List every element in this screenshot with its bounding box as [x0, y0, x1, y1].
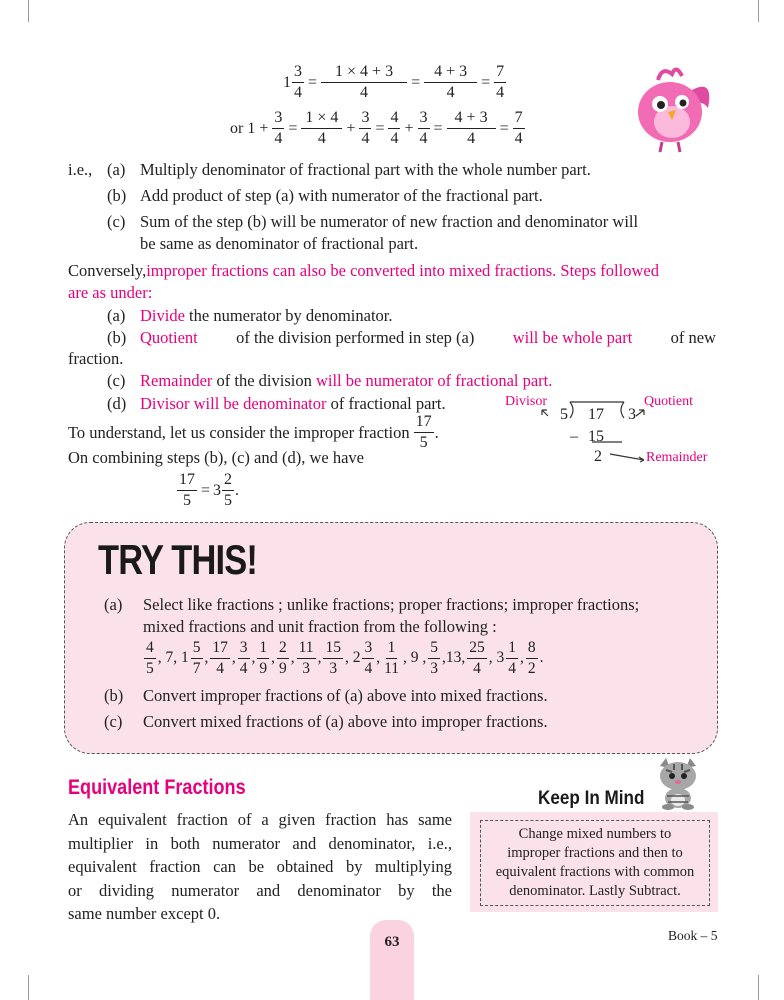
- fraction-list: [143, 640, 545, 676]
- list-separator: , 9 ,: [403, 649, 427, 666]
- remainder-value: 2: [594, 448, 602, 465]
- plus-sign: +: [404, 119, 414, 137]
- divisor-label: Divisor: [505, 394, 547, 409]
- step-label: (c): [107, 212, 126, 231]
- list-fraction: $\frac{1}{11}$: [384, 639, 399, 677]
- try-text: Convert mixed fractions of (a) above into improper fractions.: [143, 712, 548, 731]
- step-text: Multiply denominator of fractional part with the whole number part.: [140, 160, 591, 179]
- equals-sign: =: [411, 73, 421, 91]
- result-equation: $\frac{17}{5}$ = 3 $\frac{2}{5}$ .: [179, 471, 240, 509]
- list-fraction: $\frac{8}{2}$: [527, 639, 536, 677]
- try-this-title: TRY THIS!: [98, 536, 258, 583]
- subtract-value: 15: [588, 428, 604, 445]
- combine-line: On combining steps (b), (c) and (d), we have: [68, 448, 364, 467]
- try-label: (a): [104, 595, 123, 614]
- step-label: (d): [107, 394, 127, 413]
- list-fraction: $\frac{11}{3}$: [298, 639, 314, 677]
- list-separator: ,: [271, 649, 275, 666]
- list-fraction: $\frac{15}{3}$: [325, 639, 341, 677]
- understand-line: To understand, let us consider the improper fraction $\frac{17}{5}$ .: [68, 413, 439, 451]
- list-fraction: $\frac{5}{7}$: [192, 639, 201, 677]
- step-label: (b): [107, 186, 127, 205]
- list-separator: ,: [376, 649, 381, 666]
- lead-ie: i.e.,: [68, 160, 93, 179]
- step-text: fraction.: [68, 349, 124, 368]
- list-fraction: $\frac{3}{4}$: [239, 639, 248, 677]
- fraction: $\frac{3}{4}$: [274, 109, 283, 147]
- step-text: Add product of step (a) with numerator of the fractional part.: [140, 186, 543, 205]
- equals-sign: =: [375, 119, 385, 137]
- crop-mark: [758, 975, 759, 1000]
- fraction: $\frac{3}{4}$: [419, 109, 428, 147]
- try-text: Convert improper fractions of (a) above into mixed fractions.: [143, 686, 548, 705]
- list-fraction: $\frac{25}{4}$: [469, 639, 485, 677]
- page-tab: [370, 920, 414, 1000]
- equals-sign: =: [308, 73, 318, 91]
- page-number: 63: [384, 934, 400, 950]
- crop-mark: [28, 0, 29, 22]
- book-label: Book – 5: [668, 928, 718, 943]
- fraction: $\frac{3}{4}$: [361, 109, 370, 147]
- try-label: (c): [104, 712, 123, 731]
- list-separator: , 2: [344, 649, 361, 666]
- fraction: $\frac{1 \times 4}{4}$: [301, 110, 342, 147]
- list-separator: ,13,: [442, 649, 466, 666]
- equals-sign: =: [499, 119, 509, 137]
- list-separator: ,: [520, 649, 524, 666]
- prefix: or 1 +: [230, 119, 269, 137]
- list-separator: , 7, 1: [157, 649, 189, 666]
- math-line-1: [283, 64, 507, 101]
- list-separator: .: [539, 649, 544, 666]
- minus-sign: –: [570, 428, 578, 445]
- divisor-value: 5: [560, 406, 568, 423]
- remainder-label: Remainder: [646, 450, 708, 465]
- math-line-2: [230, 110, 526, 147]
- dividend-value: 17: [588, 406, 604, 423]
- step-label: (c): [107, 371, 126, 390]
- fraction: $\frac{4 + 3}{4}$: [447, 110, 496, 147]
- step-text: Remainder of the division will be numerator of fractional part.: [140, 371, 553, 390]
- quotient-label: Quotient: [644, 394, 693, 409]
- conversely-line-2: are as under:: [68, 283, 153, 302]
- list-fraction: $\frac{17}{4}$: [212, 639, 228, 677]
- step-label: (a): [107, 160, 126, 179]
- keep-in-mind-note: Change mixed numbers to improper fractions and then to equivalent fractions with common denominator. Lastly Subtract.: [480, 820, 710, 906]
- list-separator: ,: [317, 649, 322, 666]
- crop-mark: [758, 0, 759, 22]
- list-separator: ,: [204, 649, 209, 666]
- step-text: Sum of the step (b) will be numerator of new fraction and denominator will: [140, 212, 639, 231]
- fraction: $\frac{3}{4}$: [294, 63, 302, 101]
- fraction: $\frac{4 + 3}{4}$: [424, 64, 477, 101]
- step-text: Divide the numerator by denominator.: [140, 306, 393, 325]
- equivalent-paragraph: An equivalent fraction of a given fraction has same multiplier in both numerator and denominator, i.e., equivalent fraction can be obtained by multiplying or dividing numerator and denominator by the same number except 0.: [68, 810, 452, 923]
- step-text: Quotient of the division performed in step (a) will be whole part of new: [140, 328, 716, 347]
- plus-sign: +: [346, 119, 356, 137]
- bird-illustration: [622, 60, 722, 156]
- step-label: (a): [107, 306, 126, 325]
- equals-sign: =: [288, 119, 298, 137]
- step-label: (b): [107, 328, 127, 347]
- fraction: $\frac{1 \times 4 + 3}{4}$: [321, 64, 407, 101]
- step-text: Divisor will be denominator of fractional part.: [140, 394, 446, 413]
- cat-icon: [652, 756, 704, 810]
- fraction: $\frac{7}{4}$: [514, 109, 523, 147]
- try-text: Select like fractions ; unlike fractions; proper fractions; improper fractions;: [143, 595, 640, 614]
- whole-number: 1: [283, 73, 291, 91]
- step-text: be same as denominator of fractional part.: [140, 234, 419, 253]
- list-separator: ,: [251, 649, 256, 666]
- list-separator: ,: [290, 649, 295, 666]
- list-fraction: $\frac{1}{4}$: [508, 639, 516, 677]
- quotient-value: 3: [628, 406, 636, 423]
- list-fraction: $\frac{5}{3}$: [430, 639, 438, 677]
- crop-mark: [28, 975, 29, 1000]
- fraction: $\frac{7}{4}$: [496, 63, 505, 101]
- fraction: $\frac{4}{4}$: [390, 109, 399, 147]
- list-separator: , 3: [488, 649, 505, 666]
- section-heading: Equivalent Fractions: [68, 776, 246, 799]
- keep-in-mind-title: Keep In Mind: [538, 788, 645, 809]
- try-text: mixed fractions and unit fraction from the following :: [143, 617, 497, 636]
- try-label: (b): [104, 686, 124, 705]
- list-fraction: $\frac{4}{5}$: [146, 639, 154, 677]
- list-fraction: $\frac{1}{9}$: [259, 639, 268, 677]
- equals-sign: =: [481, 73, 491, 91]
- list-fraction: $\frac{3}{4}$: [364, 639, 373, 677]
- list-separator: ,: [231, 649, 236, 666]
- equals-sign: =: [433, 119, 443, 137]
- list-fraction: $\frac{2}{9}$: [279, 639, 287, 677]
- conversely-line-1: Conversely,improper fractions can also be converted into mixed fractions. Steps followed: [68, 261, 659, 280]
